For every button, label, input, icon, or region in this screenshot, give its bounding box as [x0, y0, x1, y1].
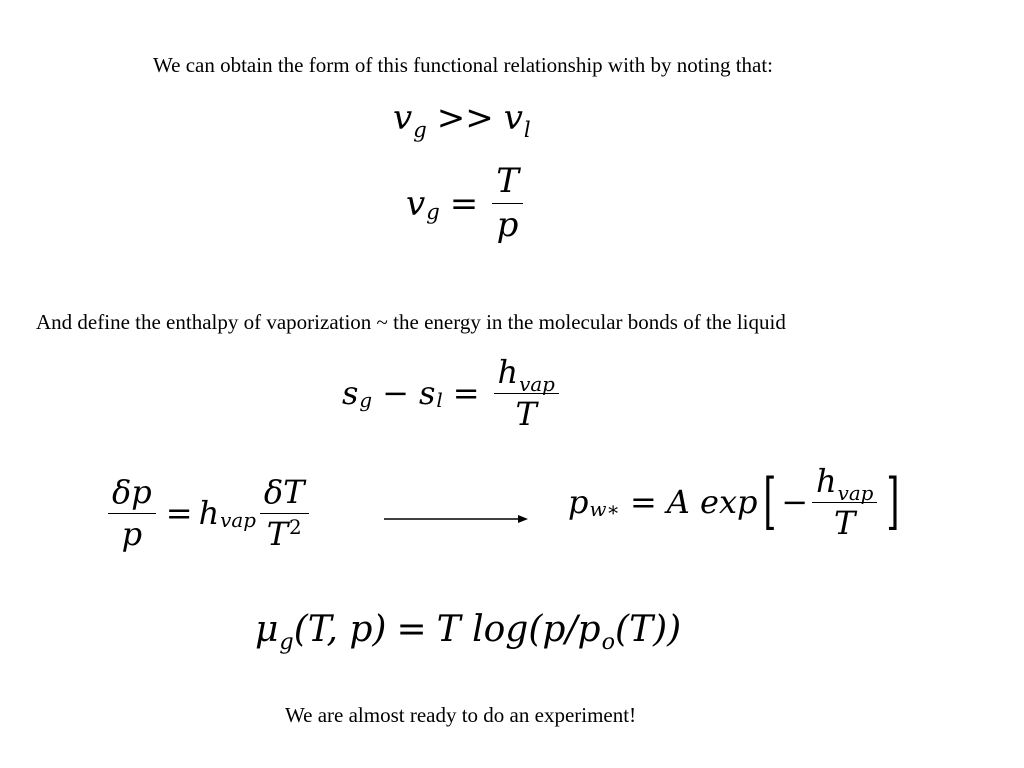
eq3-h: h: [497, 353, 519, 391]
closing-text: We are almost ready to do an experiment!: [285, 703, 637, 727]
intro-text: We can obtain the form of this functional relationship with by noting that:: [153, 53, 774, 77]
eq2-fraction: [492, 162, 523, 245]
equation-vg-much-greater-vl: [393, 98, 531, 142]
eq5-left-bracket: [: [762, 466, 776, 537]
eq5-h-sub: vap: [837, 481, 874, 505]
eq2-operator: =: [449, 183, 479, 224]
eq1-lhs: v: [393, 98, 413, 138]
eq3-operator: =: [452, 374, 480, 413]
right-arrow-icon: [384, 512, 528, 526]
eq5-lhs: p: [568, 483, 589, 522]
eq5-fraction: [812, 463, 877, 542]
eq6-arg-open: (p/p: [528, 609, 601, 650]
equation-saturation-pressure: [568, 463, 905, 542]
eq2-lhs: v: [406, 183, 426, 224]
eq6-mu: μ: [255, 609, 279, 650]
equation-clausius-clapeyron-differential: [104, 474, 313, 553]
eq5-right-bracket: ]: [886, 466, 900, 537]
eq4-t-sup: 2: [289, 515, 302, 539]
define-enthalpy-text: And define the enthalpy of vaporization ~ the energy in the molecular bonds of the liquid: [36, 310, 786, 334]
eq5-denominator: T: [834, 503, 856, 542]
equation-entropy-difference: [342, 354, 563, 433]
eq5-numerator: [812, 463, 877, 503]
eq6-mu-sub: g: [279, 629, 294, 656]
eq6-args: (T, p): [293, 609, 387, 650]
eq6-arg-close: (T)): [615, 609, 682, 650]
eq2-numerator: T: [492, 162, 523, 204]
eq5-h: h: [816, 462, 837, 500]
eq3-numerator: [494, 354, 559, 394]
eq6-func: log: [472, 609, 529, 650]
eq3-fraction: [494, 354, 559, 433]
eq3-sl: s: [418, 374, 436, 413]
eq4-right-denominator: [260, 514, 309, 553]
eq6-arg-sub: o: [601, 629, 616, 656]
eq1-rhs: v: [503, 98, 523, 138]
eq5-lhs-sub: w∗: [589, 498, 620, 522]
equation-vg-equals-t-over-p: [406, 162, 527, 245]
eq4-left-numerator: δp: [108, 474, 156, 514]
eq3-minus: −: [382, 374, 409, 413]
eq6-t: T: [436, 609, 461, 650]
eq2-lhs-sub: g: [426, 199, 440, 225]
eq1-operator: >>: [436, 98, 494, 138]
eq5-func: exp: [700, 483, 758, 522]
eq3-sl-sub: l: [436, 389, 443, 413]
eq4-left-denominator: p: [121, 514, 143, 553]
eq4-right-fraction: [260, 474, 309, 553]
eq4-right-numerator: δT: [260, 474, 309, 514]
eq5-operator: =: [629, 483, 657, 522]
eq6-operator: =: [396, 609, 427, 650]
eq3-denominator: T: [515, 394, 537, 433]
equation-chemical-potential: [255, 609, 682, 656]
eq5-coef: A: [666, 483, 690, 522]
eq5-minus: −: [781, 483, 809, 522]
eq4-left-fraction: [108, 474, 156, 553]
eq3-sg: s: [342, 374, 359, 413]
eq3-sg-sub: g: [359, 389, 373, 413]
eq4-h: h: [198, 494, 220, 533]
eq4-h-sub: vap: [220, 509, 256, 533]
eq3-h-sub: vap: [519, 372, 555, 396]
eq1-rhs-sub: l: [523, 117, 531, 142]
eq4-operator: =: [165, 494, 193, 533]
eq2-denominator: p: [496, 205, 519, 246]
eq1-lhs-sub: g: [413, 117, 427, 142]
eq4-t: T: [266, 514, 289, 553]
